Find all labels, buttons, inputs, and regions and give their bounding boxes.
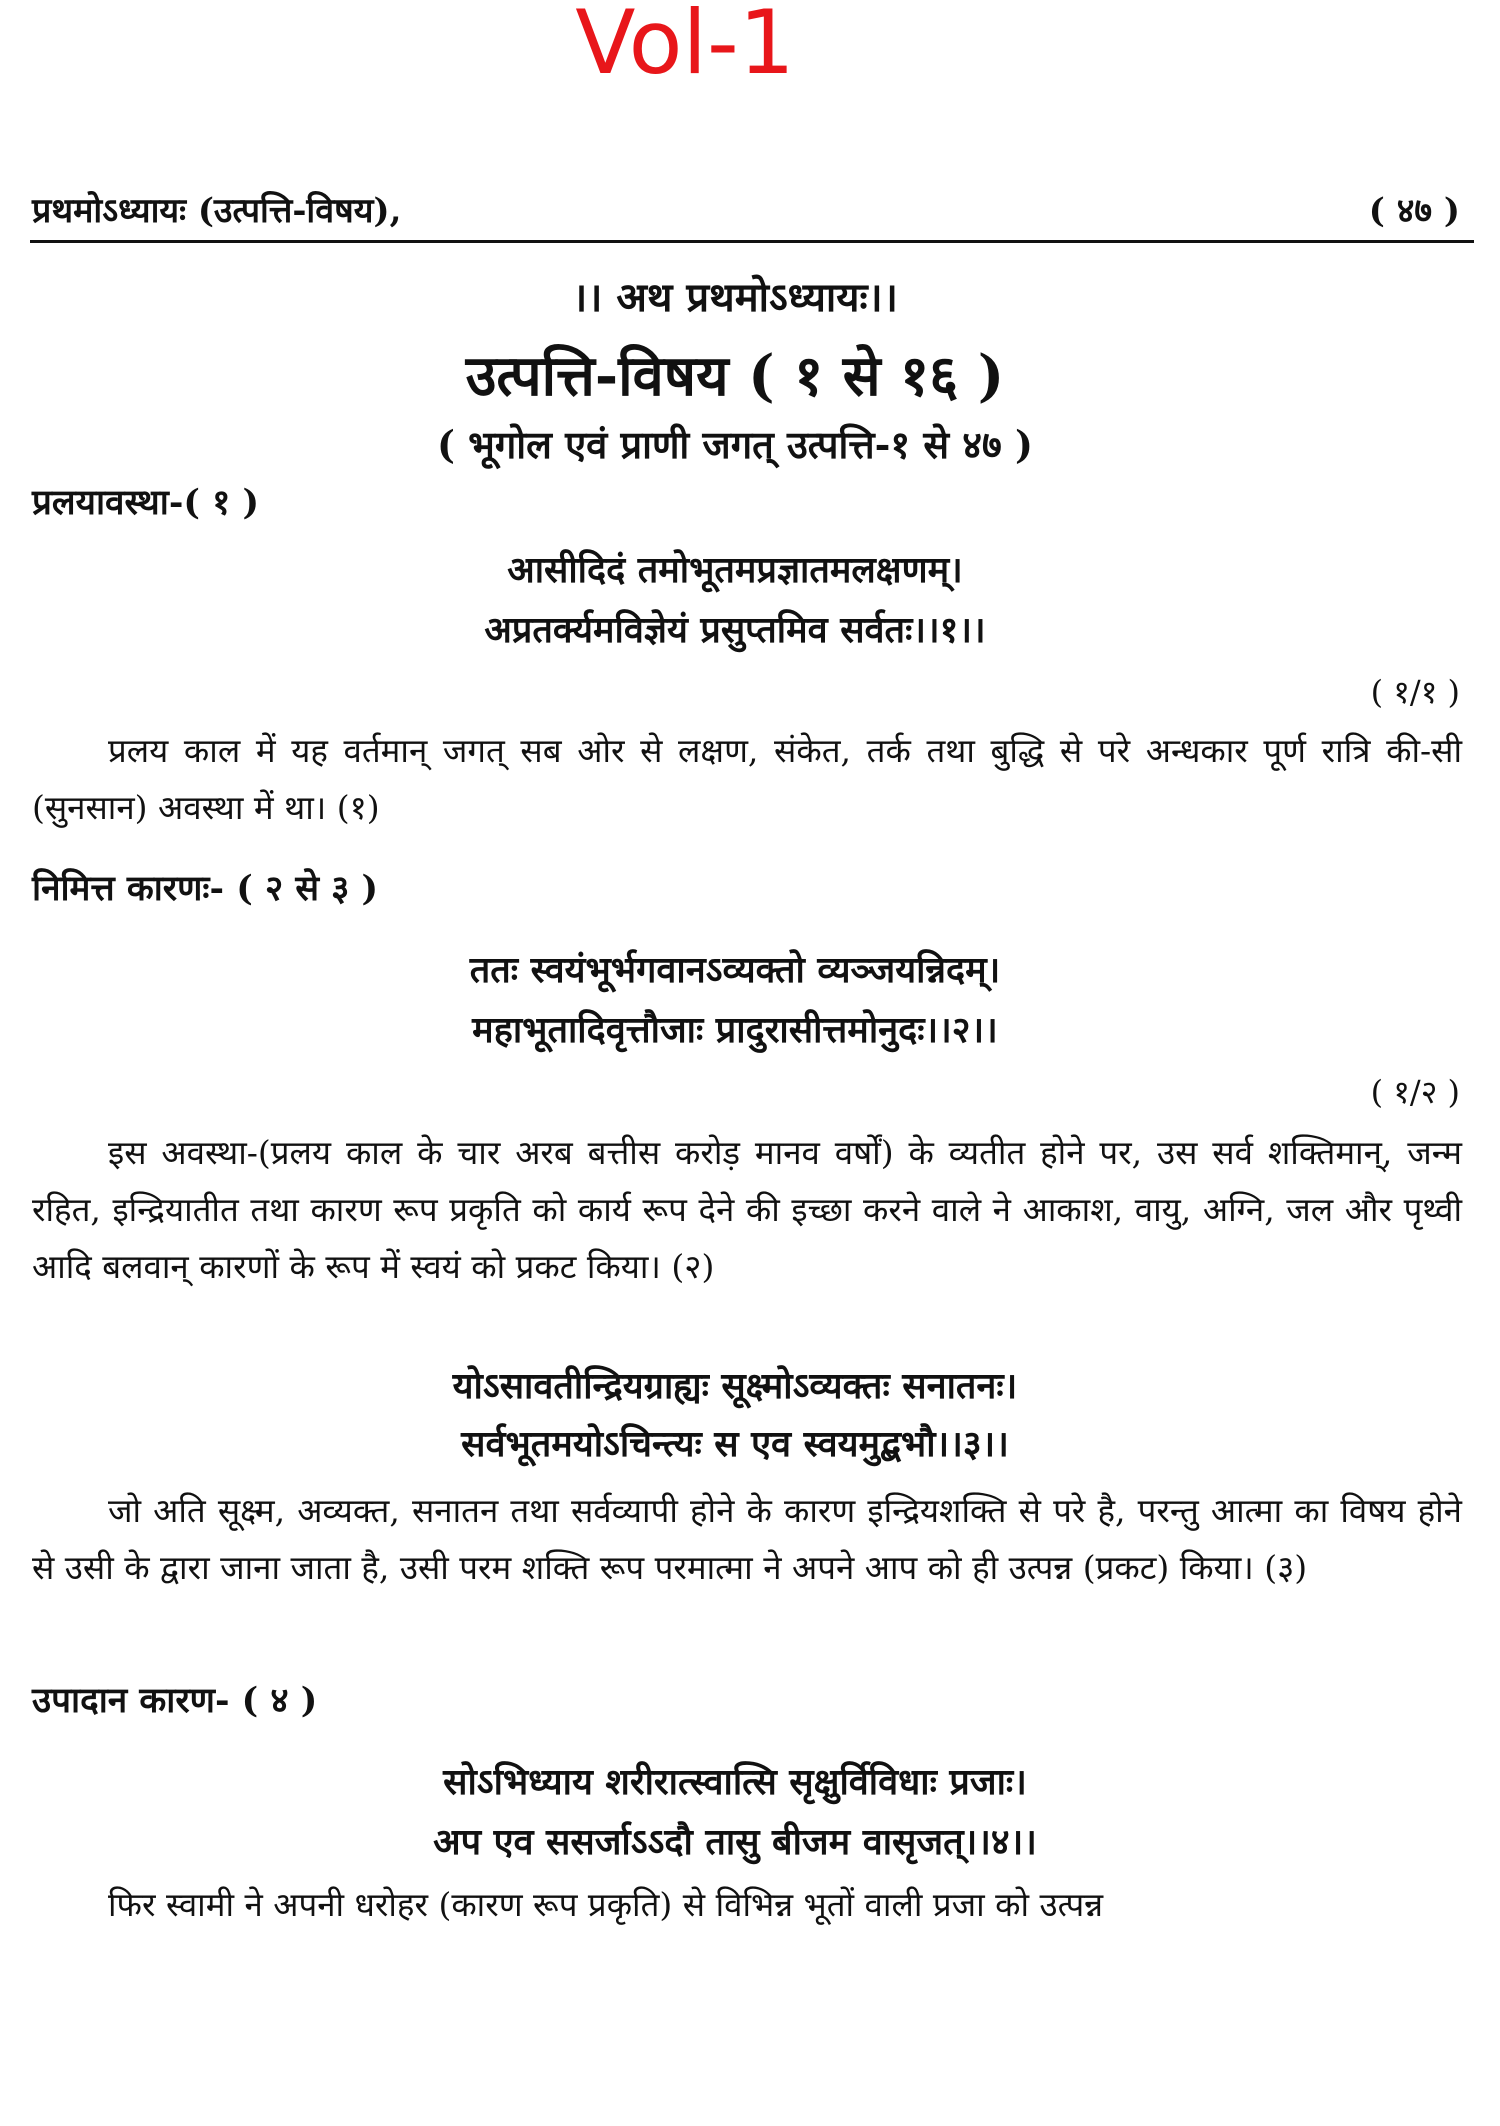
paragraph: इस अवस्था-(प्रलय काल के चार अरब बत्तीस करोड़ मानव वर्षों) के व्यतीत होने पर, उस सर्व शक्तिमान्, जन्म रहित, इन्द्रियातीत तथा कारण रूप प्रकृति को कार्य रूप देने की इच्छा करने वाले ने आकाश, वायु, अग्नि, जल और पृथ्वी आदि बलवान् कारणों के रूप में स्वयं को प्रकट किया। (२)	[32, 1133, 1462, 1286]
chapter-subtitle: ( भूगोल एवं प्राणी जगत् उत्पत्ति-१ से ४७ )	[436, 422, 1034, 467]
verse-reference: ( १/२ )	[1370, 1073, 1460, 1111]
verse-line: महाभूतादिवृत्तौजाः प्रादुरासीत्तमोनुदः।।२।।	[472, 1009, 998, 1051]
verse-line: ततः स्वयंभूर्भगवानऽव्यक्तो व्यञ्जयन्निदम्।	[469, 949, 1001, 991]
verse-line: योऽसावतीन्द्रियग्राह्यः सूक्ष्मोऽव्यक्तः सनातनः।	[452, 1365, 1018, 1407]
header-divider	[30, 240, 1474, 243]
verse-line: सर्वभूतमयोऽचिन्त्यः स एव स्वयमुद्बभौ।।३।।	[461, 1423, 1009, 1465]
paragraph: जो अति सूक्ष्म, अव्यक्त, सनातन तथा सर्वव्यापी होने के कारण इन्द्रियशक्ति से परे है, परन्तु आत्मा का विषय होने से उसी के द्वारा जाना जाता है, उसी परम शक्ति रूप परमात्मा ने अपने आप को ही उत्पन्न (प्रकट) किया। (३)	[32, 1491, 1462, 1587]
verse-line: आसीदिदं तमोभूतमप्रज्ञातमलक्षणम्।	[507, 549, 963, 591]
section-heading-pralaya: प्रलयावस्था-( १ )	[32, 482, 260, 523]
section-heading-upadana: उपादान कारण- ( ४ )	[32, 1680, 318, 1721]
verse-line: अप्रतर्क्यमविज्ञेयं प्रसुप्तमिव सर्वतः।।१।।	[484, 609, 986, 651]
chapter-title: उत्पत्ति-विषय ( १ से १६ )	[465, 343, 1005, 409]
volume-label: Vol-1	[575, 0, 795, 94]
verse-line: अप एव ससर्जाऽऽदौ तासु बीजम वासृजत्।।४।।	[433, 1821, 1037, 1863]
chapter-line: ।। अथ प्रथमोऽध्यायः।।	[572, 274, 898, 321]
section-heading-nimitta: निमित्त कारणः- ( २ से ३ )	[32, 868, 379, 909]
paragraph: फिर स्वामी ने अपनी धरोहर (कारण रूप प्रकृति) से विभिन्न भूतों वाली प्रजा को उत्पन्न	[108, 1885, 1104, 1924]
paragraph: प्रलय काल में यह वर्तमान् जगत् सब ओर से लक्षण, संकेत, तर्क तथा बुद्धि से परे अन्धकार पूर्ण रात्रि की-सी (सुनसान) अवस्था में था। (१)	[32, 731, 1462, 827]
running-header: प्रथमोऽध्यायः (उत्पत्ति-विषय),	[32, 191, 402, 231]
verse-reference: ( १/१ )	[1370, 673, 1460, 711]
page-number: ( ४७ )	[1368, 191, 1460, 231]
verse-line: सोऽभिध्याय शरीरात्स्वात्सि सृक्षुर्विविधाः प्रजाः।	[443, 1761, 1027, 1803]
